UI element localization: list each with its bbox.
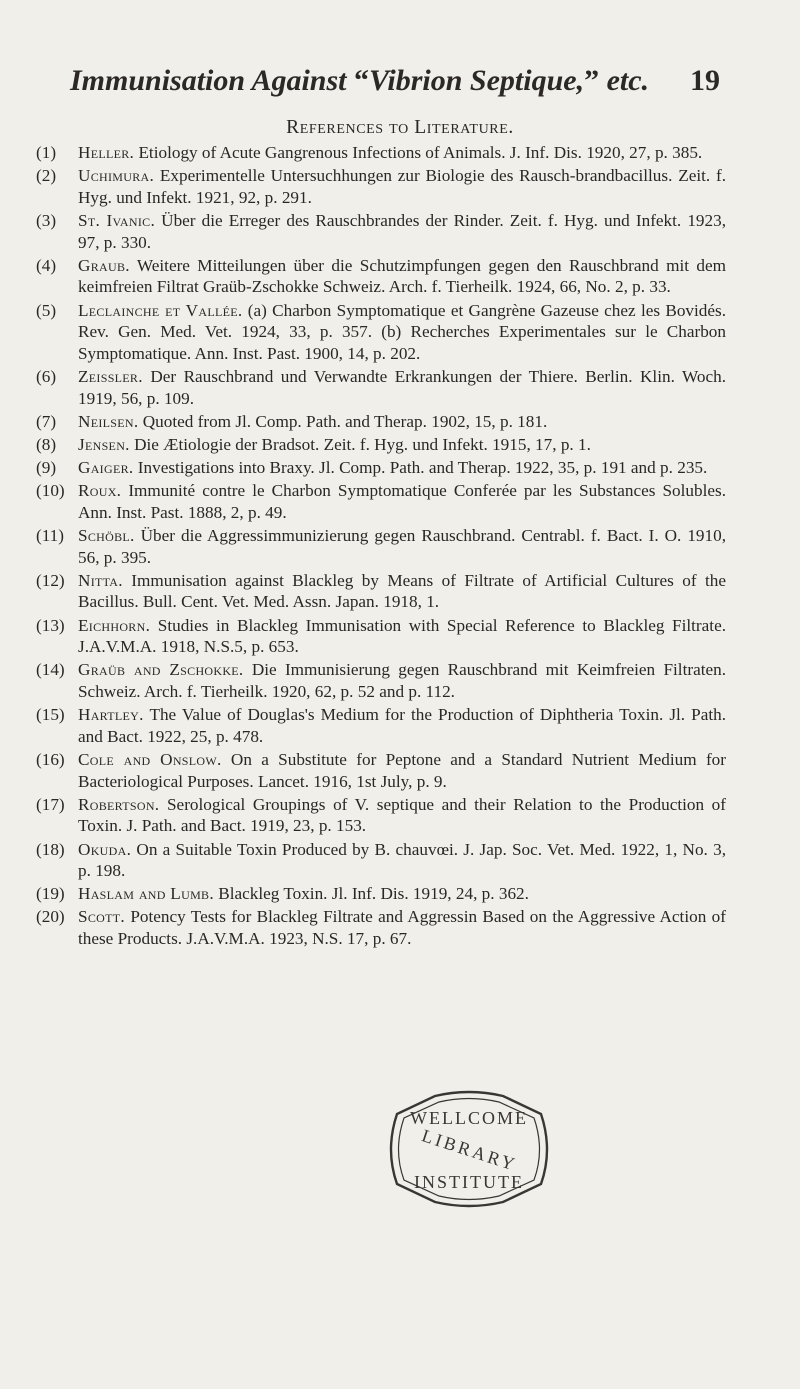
stamp-text-bottom: INSTITUTE	[414, 1172, 524, 1192]
reference-author: Leclainche et Vallée.	[78, 300, 243, 320]
reference-text: Weitere Mitteilungen über die Schutzimpfungen gegen den Rauschbrand mit dem keimfreien Filtrat Graüb-Zschokke Schweiz. Arch. f. Tierheilk. 1924, 66, No. 2, p. 33.	[78, 255, 726, 297]
reference-text: Über die Aggressimmunizierung gegen Rauschbrand. Centrabl. f. Bact. I. O. 1910, 56, p. 395.	[78, 526, 726, 567]
running-title-tail: etc.	[599, 64, 650, 97]
reference-item	[36, 883, 726, 905]
reference-author: Zeissler.	[78, 366, 143, 386]
reference-number: (8)	[36, 434, 57, 454]
reference-item	[36, 704, 726, 747]
reference-number: (12)	[36, 570, 65, 590]
reference-item	[36, 480, 726, 523]
reference-author: Schöbl.	[78, 526, 135, 546]
reference-text: Experimentelle Untersuchhungen zur Biologie des Rausch-brandbacillus. Zeit. f. Hyg. und Infekt. 1921, 92, p. 291.	[78, 166, 726, 207]
reference-author: Nitta.	[78, 570, 123, 590]
reference-author: Graüb and Zschokke.	[78, 660, 244, 680]
reference-author: Jensen.	[78, 434, 130, 454]
running-title	[70, 64, 649, 98]
reference-text: The Value of Douglas's Medium for the Production of Diphtheria Toxin. Jl. Path. and Bact. 1922, 25, p. 478.	[78, 705, 726, 746]
reference-text: On a Substitute for Peptone and a Standard Nutrient Medium for Bacteriological Purposes. Lancet. 1916, 1st July, p. 9.	[78, 749, 726, 791]
reference-item	[36, 749, 726, 792]
reference-text: (a) Charbon Symptomatique et Gangrène Gazeuse chez les Bovidés. Rev. Gen. Med. Vet. 1924, 33, p. 357. (b) Recherches Experimentales sur le Charbon Symptomatique. Ann. Inst. Past. 1900, 14, p. 202.	[78, 300, 726, 363]
reference-item	[36, 300, 726, 365]
reference-text: Die Ætiologie der Bradsot. Zeit. f. Hyg. und Infekt. 1915, 17, p. 1.	[129, 434, 591, 454]
reference-number: (7)	[36, 411, 57, 431]
reference-author: Eichhorn.	[78, 615, 151, 635]
reference-number: (15)	[36, 705, 65, 725]
reference-text: Immunisation against Blackleg by Means of Filtrate of Artificial Cultures of the Bacillus. Bull. Cent. Vet. Med. Assn. Japan. 1918, 1.	[78, 570, 726, 612]
stamp-text-middle: LIBRARY	[419, 1125, 520, 1175]
reference-text: Serological Groupings of V. septique and their Relation to the Production of Toxin. J. Path. and Bact. 1919, 23, p. 153.	[78, 794, 726, 836]
reference-item	[36, 906, 726, 949]
reference-item	[36, 411, 726, 433]
reference-text: Studies in Blackleg Immunisation with Special Reference to Blackleg Filtrate. J.A.V.M.A. 1918, N.S.5, p. 653.	[78, 615, 726, 657]
reference-item	[36, 839, 726, 882]
reference-number: (18)	[36, 839, 65, 859]
reference-item	[36, 142, 726, 164]
reference-number: (13)	[36, 615, 65, 635]
reference-text: Über die Erreger des Rauschbrandes der Rinder. Zeit. f. Hyg. und Infekt. 1923, 97, p. 330.	[78, 210, 726, 252]
running-title-quoted: Vibrion Septique,	[369, 64, 585, 97]
reference-author: Neilsen.	[78, 411, 139, 431]
reference-author: Okuda.	[78, 839, 132, 859]
reference-author: Hartley.	[78, 705, 144, 725]
reference-author: Robertson.	[78, 794, 160, 814]
reference-text: Investigations into Braxy. Jl. Comp. Path. and Therap. 1922, 35, p. 191 and p. 235.	[133, 458, 708, 478]
reference-item	[36, 165, 726, 208]
stamp-text-top: WELLCOME	[410, 1108, 528, 1128]
reference-item	[36, 434, 726, 456]
reference-item	[36, 570, 726, 613]
reference-item	[36, 794, 726, 837]
reference-item	[36, 659, 726, 702]
reference-number: (2)	[36, 166, 57, 186]
reference-author: Gaiger.	[78, 458, 134, 478]
reference-item	[36, 615, 726, 658]
reference-text: Quoted from Jl. Comp. Path. and Therap. 1902, 15, p. 181.	[138, 411, 548, 431]
reference-number: (17)	[36, 794, 65, 814]
reference-number: (20)	[36, 907, 65, 927]
section-heading: References to Literature.	[286, 117, 514, 138]
reference-number: (4)	[36, 255, 57, 275]
reference-number: (5)	[36, 300, 57, 320]
reference-author: Cole and Onslow.	[78, 749, 222, 769]
reference-number: (19)	[36, 884, 65, 904]
reference-author: Roux.	[78, 481, 122, 501]
reference-list	[36, 142, 726, 951]
reference-text: Die Immunisierung gegen Rauschbrand mit Keimfreien Filtraten. Schweiz. Arch. f. Tierheilk. 1920, 62, p. 52 and p. 112.	[78, 660, 726, 701]
open-quote: “	[346, 64, 370, 97]
reference-item	[36, 255, 726, 298]
reference-author: Uchimura.	[78, 166, 155, 186]
library-stamp	[383, 1090, 555, 1208]
reference-item	[36, 366, 726, 409]
reference-number: (14)	[36, 660, 65, 680]
reference-item	[36, 457, 726, 479]
running-title-main: Immunisation Against	[70, 64, 347, 97]
reference-number: (3)	[36, 210, 57, 230]
reference-number: (11)	[36, 526, 64, 546]
reference-text: Der Rauschbrand und Verwandte Erkrankungen der Thiere. Berlin. Klin. Woch. 1919, 56, p. 109.	[78, 366, 726, 408]
reference-number: (6)	[36, 366, 57, 386]
reference-author: Graub.	[78, 255, 130, 275]
reference-item	[36, 210, 726, 253]
reference-text: Potency Tests for Blackleg Filtrate and Aggressin Based on the Aggressive Action of these Products. J.A.V.M.A. 1923, N.S. 17, p. 67.	[78, 907, 726, 949]
reference-text: Immunité contre le Charbon Symptomatique Conferée par les Substances Solubles. Ann. Inst. Past. 1888, 2, p. 49.	[78, 481, 726, 522]
reference-text: Etiology of Acute Gangrenous Infections of Animals. J. Inf. Dis. 1920, 27, p. 385.	[134, 143, 703, 162]
reference-number: (16)	[36, 749, 65, 769]
reference-item	[36, 525, 726, 568]
reference-author: Haslam and Lumb.	[78, 884, 214, 904]
reference-author: St. Ivanic.	[78, 210, 156, 230]
reference-number: (10)	[36, 481, 65, 501]
page-number: 19	[690, 64, 720, 97]
reference-author: Heller.	[78, 143, 135, 162]
reference-number: (1)	[36, 143, 57, 162]
reference-text: On a Suitable Toxin Produced by B. chauvœi. J. Jap. Soc. Vet. Med. 1922, 1, No. 3, p. 198.	[78, 839, 726, 881]
reference-text: Blackleg Toxin. Jl. Inf. Dis. 1919, 24, p. 362.	[213, 884, 529, 904]
reference-author: Scott.	[78, 907, 125, 927]
reference-number: (9)	[36, 458, 57, 478]
close-quote: ”	[584, 64, 600, 97]
